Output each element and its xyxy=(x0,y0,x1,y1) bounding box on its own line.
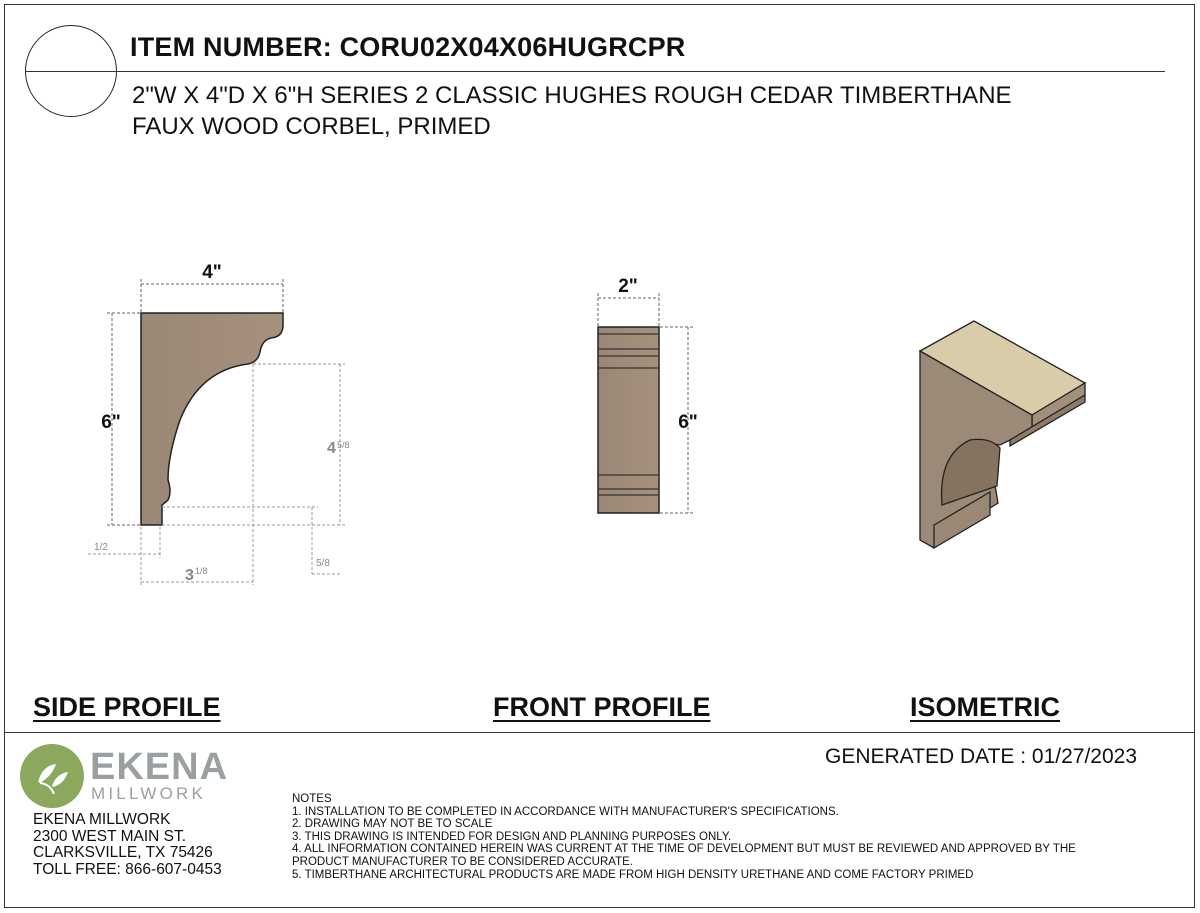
note-item: 5. TIMBERTHANE ARCHITECTURAL PRODUCTS ARE MADE FROM HIGH DENSITY URETHANE AND COME FACTORY PRIMED xyxy=(292,868,974,881)
address-line: EKENA MILLWORK xyxy=(33,811,171,828)
side-width-dimension xyxy=(141,279,283,312)
address-line: TOLL FREE: 866-607-0453 xyxy=(33,860,222,878)
address-line: 2300 WEST MAIN ST. xyxy=(33,827,187,845)
side-width-label: 4" xyxy=(202,262,222,283)
side-inner-width-dimension xyxy=(88,507,340,587)
footer-divider xyxy=(4,732,1195,733)
isometric-label: ISOMETRIC xyxy=(910,692,1061,722)
description-line-2: FAUX WOOD CORBEL, PRIMED xyxy=(132,113,491,140)
company-address xyxy=(33,812,222,878)
side-height-label: 6" xyxy=(101,412,121,433)
front-profile-label: FRONT PROFILE xyxy=(493,692,711,722)
description-line-1: 2"W X 4"D X 6"H SERIES 2 CLASSIC HUGHES ROUGH CEDAR TIMBERTHANE xyxy=(132,82,1012,109)
front-profile-shape xyxy=(598,327,659,513)
side-base-frac: 1/2 xyxy=(94,542,108,553)
note-item: 4. ALL INFORMATION CONTAINED HEREIN WAS CURRENT AT THE TIME OF DEVELOPMENT BUT MUST BE REVIEWED AND APPROVED BY THE PRODUCT MANUFACTURER TO BE CONSIDERED ACCURATE. xyxy=(292,843,1076,868)
brand-subtitle: MILLWORK xyxy=(91,784,207,803)
note-item: 2. DRAWING MAY NOT BE TO SCALE xyxy=(292,818,493,831)
address-line: CLARKSVILLE, TX 75426 xyxy=(33,844,213,861)
note-item: 1. INSTALLATION TO BE COMPLETED IN ACCORDANCE WITH MANUFACTURER'S SPECIFICATIONS. xyxy=(292,805,839,818)
side-inner-height-whole: 4 xyxy=(327,440,336,457)
front-height-label: 6" xyxy=(678,412,698,433)
side-lip-frac: 5/8 xyxy=(316,558,330,569)
item-number-title: ITEM NUMBER: CORU02X04X06HUGRCPR xyxy=(130,32,686,62)
side-profile-shape xyxy=(141,313,283,525)
side-inner-width-frac: 1/8 xyxy=(195,566,208,576)
notes-heading: NOTES xyxy=(292,793,332,805)
front-profile-view xyxy=(598,276,698,513)
leaf-icon xyxy=(32,756,72,796)
side-inner-height-frac: 5/8 xyxy=(337,440,350,450)
generated-date: GENERATED DATE : 01/27/2023 xyxy=(825,745,1138,768)
ekena-logo xyxy=(20,744,84,808)
front-width-label: 2" xyxy=(618,276,638,297)
side-profile-label: SIDE PROFILE xyxy=(33,692,221,722)
side-inner-width-whole: 3 xyxy=(185,567,194,584)
notes-block xyxy=(292,793,1132,881)
isometric-view xyxy=(920,321,1085,548)
note-item: 3. THIS DRAWING IS INTENDED FOR DESIGN AND PLANNING PURPOSES ONLY. xyxy=(292,830,732,843)
side-profile-view xyxy=(88,262,350,587)
brand-name: EKENA xyxy=(90,746,229,788)
